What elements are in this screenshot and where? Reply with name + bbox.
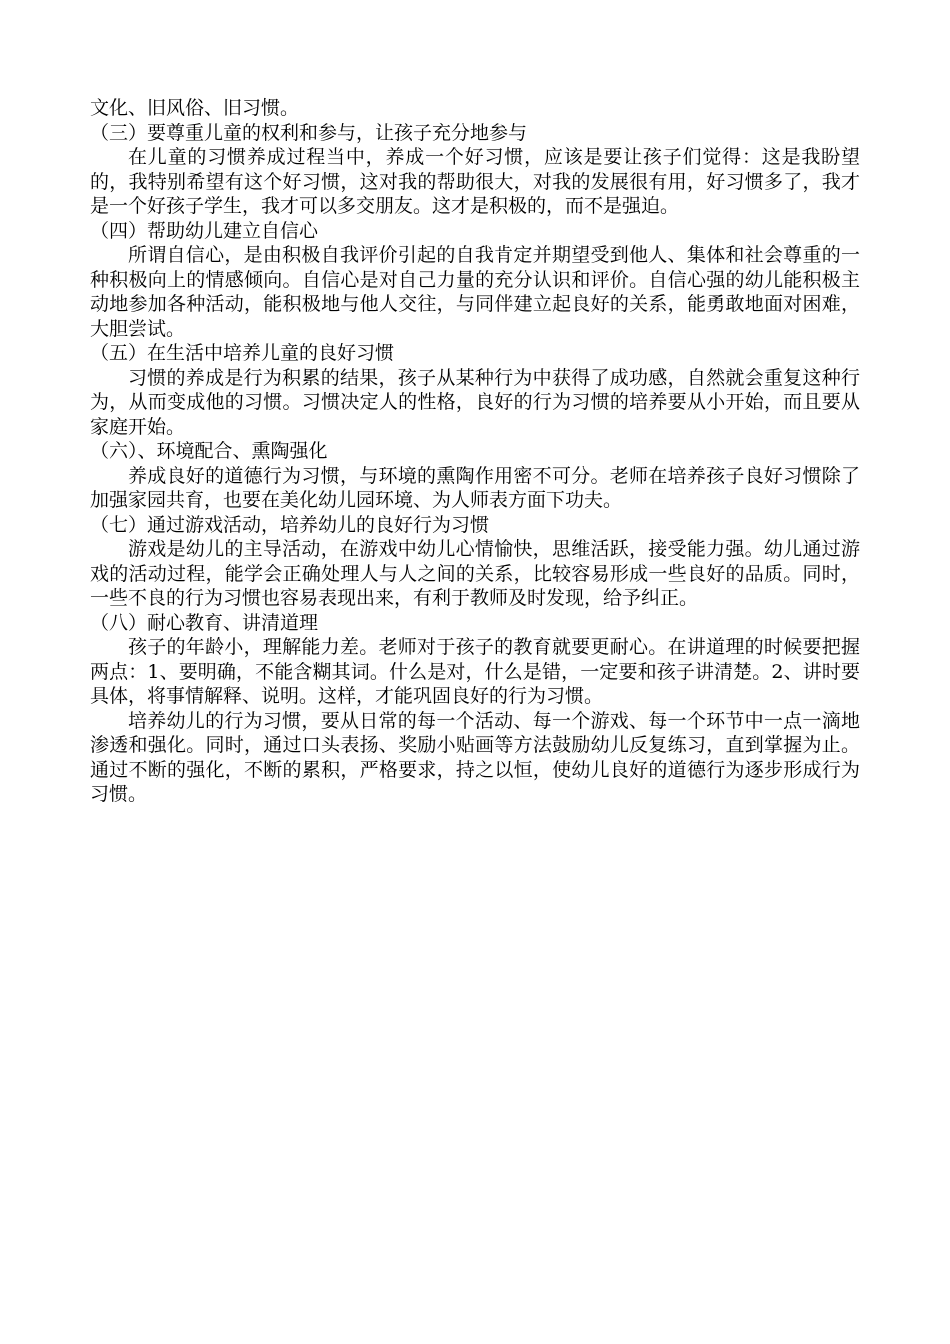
paragraph-section-7: 游戏是幼儿的主导活动，在游戏中幼儿心情愉快，思维活跃，接受能力强。幼儿通过游戏的活动过程，能学会正确处理人与人之间的关系，比较容易形成一些良好的品质。同时，一些不良的行为习惯也容易表现出来，有利于教师及时发现，给予纠正。 <box>90 538 860 609</box>
section-heading-6: （六）、环境配合、熏陶强化 <box>90 440 328 462</box>
paragraph-section-3: 在儿童的习惯养成过程当中，养成一个好习惯，应该是要让孩子们觉得：这是我盼望的，我特别希望有这个好习惯，这对我的帮助很大，对我的发展很有用，好习惯多了，我才是一个好孩子学生，我才可以多交朋友。这才是积极的，而不是强迫。 <box>90 146 860 217</box>
paragraph-conclusion: 培养幼儿的行为习惯，要从日常的每一个活动、每一个游戏、每一个环节中一点一滴地渗透和强化。同时，通过口头表扬、奖励小贴画等方法鼓励幼儿反复练习，直到掌握为止。通过不断的强化，不断的累积，严格要求，持之以恒，使幼儿良好的道德行为逐步形成行为习惯。 <box>90 709 860 805</box>
section-heading-5: （五）在生活中培养儿童的良好习惯 <box>90 342 395 364</box>
paragraph-section-6: 养成良好的道德行为习惯，与环境的熏陶作用密不可分。老师在培养孩子良好习惯除了加强家园共育，也要在美化幼儿园环境、为人师表方面下功夫。 <box>90 464 860 511</box>
section-heading-4: （四）帮助幼儿建立自信心 <box>90 219 319 242</box>
paragraph-section-4: 所谓自信心，是由积极自我评价引起的自我肯定并期望受到他人、集体和社会尊重的一种积极向上的情感倾向。自信心是对自己力量的充分认识和评价。自信心强的幼儿能积极主动地参加各种活动，能积极地与他人交往，与同伴建立起良好的关系，能勇敢地面对困难，大胆尝试。 <box>90 244 860 340</box>
paragraph-section-5: 习惯的养成是行为积累的结果，孩子从某种行为中获得了成功感，自然就会重复这种行为，从而变成他的习惯。习惯决定人的性格，良好的行为习惯的培养要从小开始，而且要从家庭开始。 <box>90 366 860 438</box>
section-heading-3: （三）要尊重儿童的权利和参与，让孩子充分地参与 <box>90 121 528 144</box>
section-heading-8: （八）耐心教育、讲清道理 <box>90 611 319 634</box>
document-page <box>90 96 860 807</box>
paragraph-section-8: 孩子的年龄小，理解能力差。老师对于孩子的教育就要更耐心。在讲道理的时候要把握两点：1、要明确，不能含糊其词。什么是对，什么是错，一定要和孩子讲清楚。2、讲时要具体，将事情解释、说明。这样，才能巩固良好的行为习惯。 <box>90 636 860 707</box>
paragraph-continuation: 文化、旧风俗、旧习惯。 <box>90 97 300 119</box>
section-heading-7: （七）通过游戏活动，培养幼儿的良好行为习惯 <box>90 513 490 536</box>
